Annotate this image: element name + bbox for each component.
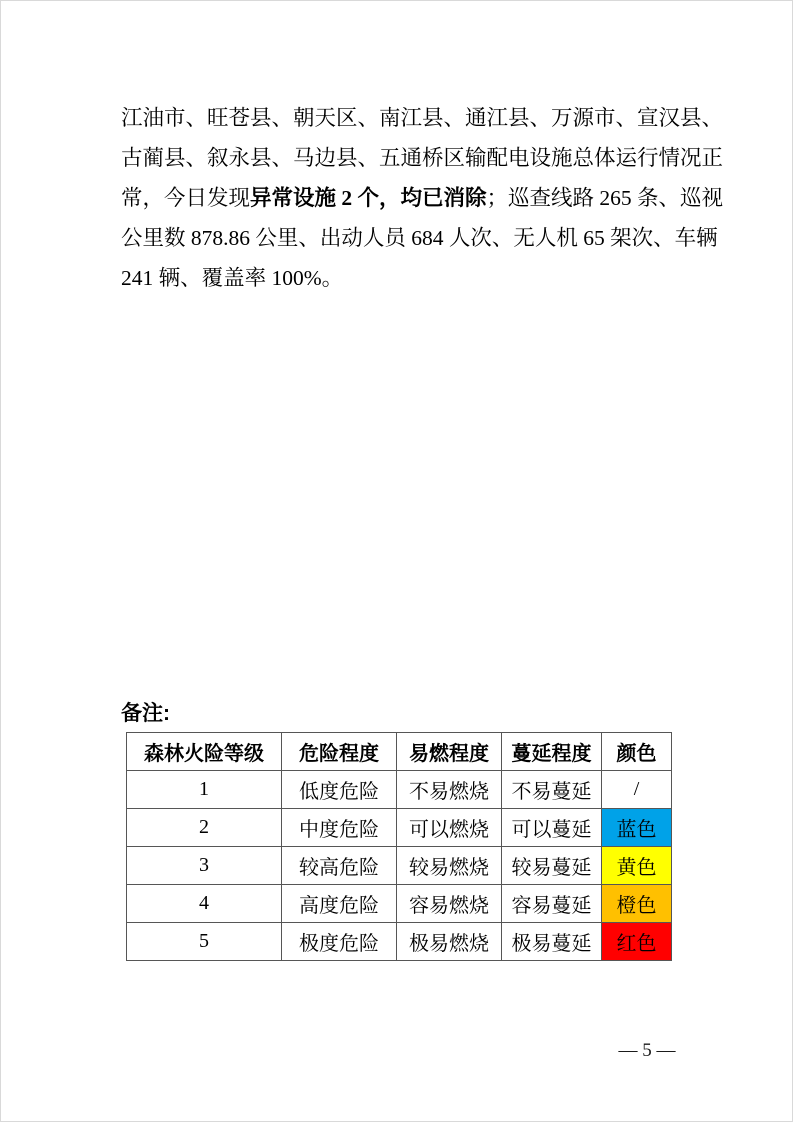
- cell-spread: 极易蔓延: [502, 923, 602, 961]
- header-cell-color: 颜色: [602, 733, 672, 771]
- header-cell-spread: 蔓延程度: [502, 733, 602, 771]
- cell-level: 2: [127, 809, 282, 847]
- cell-danger: 中度危险: [282, 809, 397, 847]
- cell-flammability: 可以燃烧: [397, 809, 502, 847]
- paragraph-line: 241 辆、覆盖率 100%。: [121, 266, 344, 290]
- cell-spread: 可以蔓延: [502, 809, 602, 847]
- table-row: [127, 885, 672, 923]
- page-number: — 5 —: [618, 1040, 676, 1061]
- cell-level: 4: [127, 885, 282, 923]
- cell-level: 1: [127, 771, 282, 809]
- cell-level: 5: [127, 923, 282, 961]
- paragraph-line: 公里数 878.86 公里、出动人员 684 人次、无人机 65 架次、车辆: [121, 226, 718, 250]
- cell-flammability: 较易燃烧: [397, 847, 502, 885]
- cell-danger: 极度危险: [282, 923, 397, 961]
- paragraph-line: 古蔺县、叙永县、马边县、五通桥区输配电设施总体运行情况正: [121, 146, 724, 170]
- cell-danger: 较高危险: [282, 847, 397, 885]
- paragraph-text: ；巡查线路 265 条、巡视: [486, 186, 724, 210]
- cell-danger: 高度危险: [282, 885, 397, 923]
- paragraph-bold-text: 异常设施 2 个，均已消除: [250, 186, 487, 210]
- header-cell-danger: 危险程度: [282, 733, 397, 771]
- cell-color-swatch: 橙色: [602, 885, 672, 923]
- cell-color-swatch: /: [602, 771, 672, 809]
- table-header-row: [127, 733, 672, 771]
- cell-flammability: 不易燃烧: [397, 771, 502, 809]
- fire-danger-table: [126, 732, 672, 961]
- cell-spread: 不易蔓延: [502, 771, 602, 809]
- paragraph-line: [121, 178, 724, 218]
- header-cell-flammability: 易燃程度: [397, 733, 502, 771]
- notes-label: 备注:: [121, 702, 170, 725]
- cell-level: 3: [127, 847, 282, 885]
- cell-color-swatch: 蓝色: [602, 809, 672, 847]
- table-row: [127, 771, 672, 809]
- cell-spread: 较易蔓延: [502, 847, 602, 885]
- table-row: [127, 809, 672, 847]
- table-row: [127, 847, 672, 885]
- cell-flammability: 极易燃烧: [397, 923, 502, 961]
- paragraph-line: 江油市、旺苍县、朝天区、南江县、通江县、万源市、宣汉县、: [121, 106, 724, 130]
- table-row: [127, 923, 672, 961]
- cell-danger: 低度危险: [282, 771, 397, 809]
- body-paragraph: [121, 98, 724, 298]
- cell-spread: 容易蔓延: [502, 885, 602, 923]
- cell-flammability: 容易燃烧: [397, 885, 502, 923]
- header-cell-level: 森林火险等级: [127, 733, 282, 771]
- cell-color-swatch: 黄色: [602, 847, 672, 885]
- cell-color-swatch: 红色: [602, 923, 672, 961]
- paragraph-text: 常，今日发现: [121, 186, 251, 210]
